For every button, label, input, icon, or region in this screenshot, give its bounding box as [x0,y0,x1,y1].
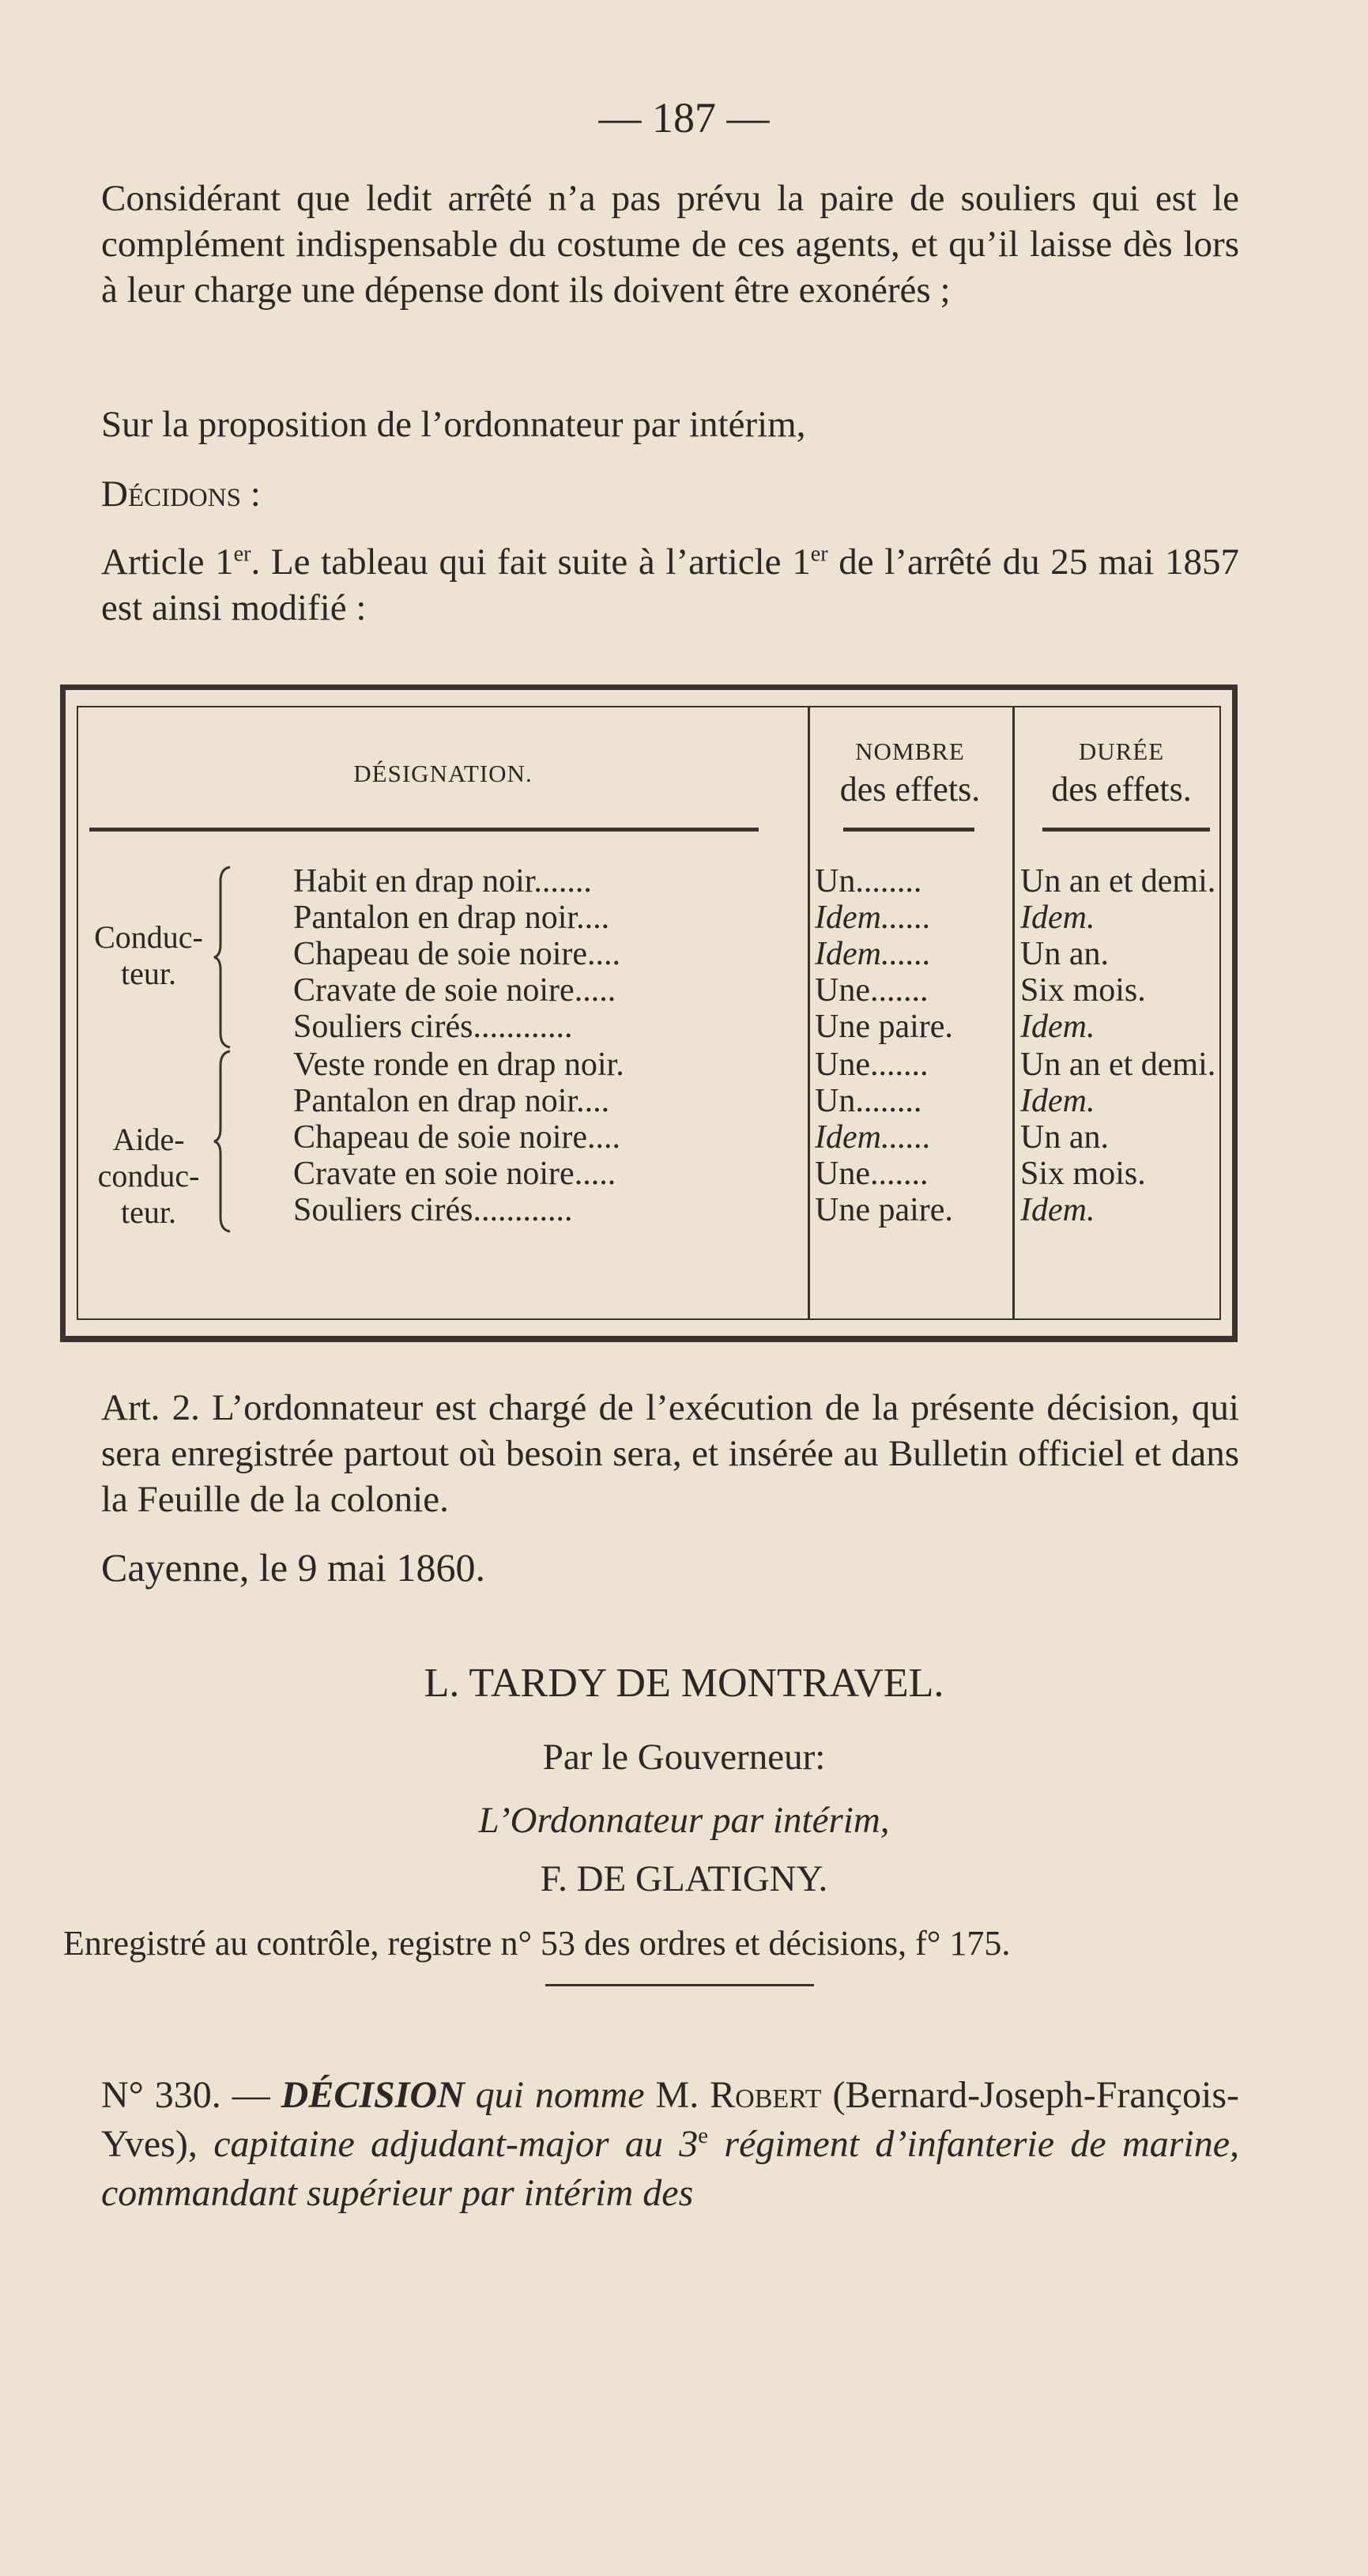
table-cell-duree: Un an et demi. [1020,863,1216,900]
decision-name-prefix: M. [655,2074,710,2116]
table-cell-nombre: Idem...... [815,1119,931,1156]
header-nombre-top: NOMBRE [855,737,965,765]
signature-par: Par le Gouverneur: [542,1737,826,1778]
next-decision [101,2071,1239,2218]
header-rule-designation [89,828,759,832]
group-label-conducteur [89,919,208,992]
group-label-line: conduc- [97,1158,200,1194]
paragraph-proposition: Sur la proposition de l’ordonnateur par intérim, [101,404,806,445]
article-1-sup: er [233,541,251,567]
table-cell-item: Veste ronde en drap noir. [293,1047,624,1083]
brace-group-2 [213,1050,236,1233]
article-1-label: Article 1 [101,541,234,583]
group-label-line: Aide- [112,1122,185,1157]
effects-table [60,685,1238,1342]
table-cell-item: Chapeau de soie noire.... [293,936,621,972]
table-cell-duree: Idem. [1020,1192,1095,1228]
table-cell-nombre: Un........ [815,1083,922,1119]
paragraph-considerant: Considérant que ledit arrêté n’a pas prévu la paire de souliers qui est le complément indispensable du costume de ces agents, et qu’il laisse dès lors à leur charge une dépense dont ils doivent être exonérés ; [101,178,1239,311]
header-rule-duree [1042,828,1210,832]
table-cell-nombre: Une....... [815,1047,929,1083]
table-cell-nombre: Une paire. [815,1009,953,1045]
table-inner-frame [77,706,1221,1320]
decision-text: qui nomme [464,2074,656,2116]
header-rule-nombre [843,828,974,832]
decision-name-rest: (Bernard-Joseph-François-Yves), [101,2074,1240,2165]
group-label-line: teur. [121,1194,176,1230]
table-cell-item: Souliers cirés............ [293,1009,573,1045]
table-cell-nombre: Idem...... [815,900,931,936]
header-duree-top: DURÉE [1078,737,1165,765]
group-label-line: Conduc- [94,919,203,955]
paragraph-decidons: Décidons : [101,473,261,515]
table-cell-nombre: Idem...... [815,936,931,972]
table-cell-duree: Un an. [1020,936,1109,972]
decision-title: DÉCISION [281,2074,465,2116]
group-label-aide-conducteur [89,1122,208,1231]
date-line: Cayenne, le 9 mai 1860. [101,1545,485,1590]
table-cell-duree: Six mois. [1020,1156,1146,1192]
table-cell-item: Habit en drap noir....... [293,863,592,900]
section-divider [545,1984,814,1986]
paragraph-article-2: Art. 2. L’ordonnateur est chargé de l’exécution de la présente décision, qui sera enregistrée partout où besoin sera, et insérée au Bulletin officiel et dans la Feuille de la colonie. [101,1387,1239,1520]
signature-name: L. TARDY DE MONTRAVEL. [424,1661,944,1706]
table-cell-duree: Un an. [1020,1119,1109,1156]
table-cell-duree: Un an et demi. [1020,1047,1216,1083]
table-cell-item: Pantalon en drap noir.... [293,900,610,936]
page-number: — 187 — [598,94,770,141]
paragraph-article-1 [101,539,1239,631]
decision-number: N° 330. — [101,2074,270,2116]
decision-text: régiment d’infanterie de marine, commandant supérieur par intérim des [101,2123,1240,2214]
brace-group-1 [213,866,236,1049]
decision-text: capitaine adjudant-major au 3 [213,2123,699,2165]
signature-name-2: F. DE GLATIGNY. [540,1858,828,1899]
table-cell-duree: Idem. [1020,1083,1095,1119]
article-1-text-end: de l’arrêté du 25 mai 1857 est ainsi modifié : [101,541,1239,628]
header-nombre-bottom: des effets. [839,770,981,809]
table-cell-item: Pantalon en drap noir.... [293,1083,610,1119]
group-label-line: teur. [121,956,176,991]
table-cell-nombre: Une paire. [815,1192,953,1228]
signature-role: L’Ordonnateur par intérim, [478,1800,890,1841]
table-cell-item: Chapeau de soie noire.... [293,1119,621,1156]
decision-sup: e [698,2123,709,2148]
table-cell-item: Souliers cirés............ [293,1192,573,1228]
table-cell-item: Cravate en soie noire..... [293,1156,616,1192]
table-cell-duree: Six mois. [1020,972,1146,1009]
article-1-text: . Le tableau qui fait suite à l’article 1 [251,541,811,583]
table-cell-item: Cravate de soie noire..... [293,972,616,1009]
header-designation: DÉSIGNATION. [353,760,533,787]
table-cell-nombre: Un........ [815,863,922,900]
article-1-sup2: er [810,541,828,567]
table-cell-nombre: Une....... [815,972,929,1009]
table-cell-duree: Idem. [1020,1009,1095,1045]
header-duree-bottom: des effets. [1051,770,1192,809]
registration-line: Enregistré au contrôle, registre n° 53 des ordres et décisions, f° 175. [63,1924,1011,1963]
table-cell-duree: Idem. [1020,900,1095,936]
table-cell-nombre: Une....... [815,1156,929,1192]
decision-name: Robert [710,2074,822,2116]
